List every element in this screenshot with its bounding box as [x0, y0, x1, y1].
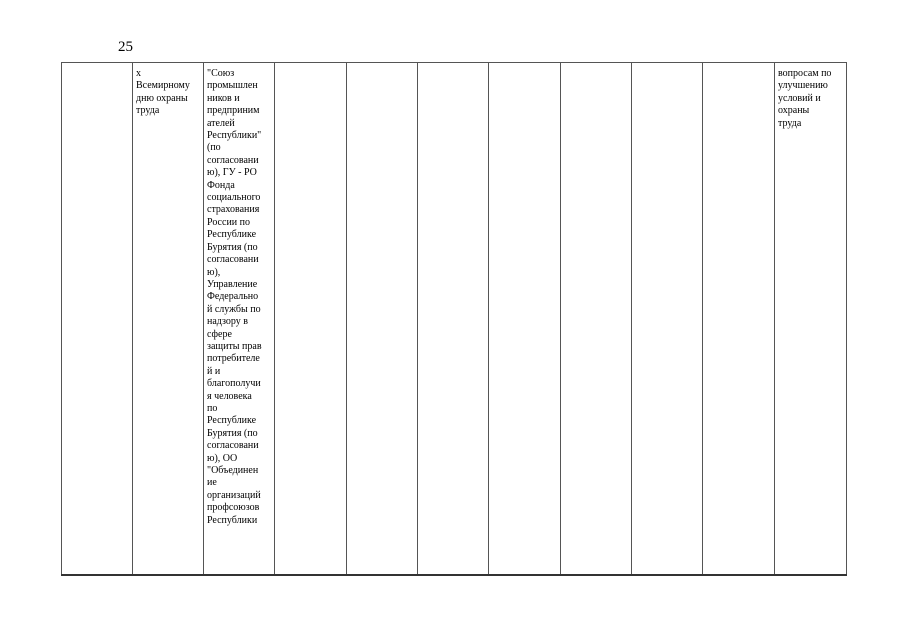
table-cell-col2: х Всемирному дню охраны труда [133, 63, 204, 575]
page-number: 25 [118, 39, 133, 55]
table-cell-col3: "Союз промышлен ников и предприним ателей Республики" (по согласовани ю), ГУ - РО Фонда социального страхования России по Республике Бурятия (по согласовани ю), Управление Федерально й службы по надзору в сфере защиты прав потребителе й и благополучи я человека по Республике Бурятия (по согласовани ю), ОО "Объединен ие организаций профсоюзов Республики [204, 63, 275, 575]
document-table [61, 62, 847, 576]
table-bottom-border [62, 574, 847, 575]
table-cell-col5 [347, 63, 418, 575]
table-cell-col9 [632, 63, 703, 575]
table-cell-col8 [561, 63, 632, 575]
table-cell-col11: вопросам по улучшению условий и охраны труда [775, 63, 847, 575]
table-cell-col10 [703, 63, 775, 575]
table-cell-col1 [62, 63, 133, 575]
table-cell-col6 [418, 63, 489, 575]
table-cell-col7 [489, 63, 561, 575]
table-row [62, 63, 847, 575]
table-cell-col4 [275, 63, 347, 575]
